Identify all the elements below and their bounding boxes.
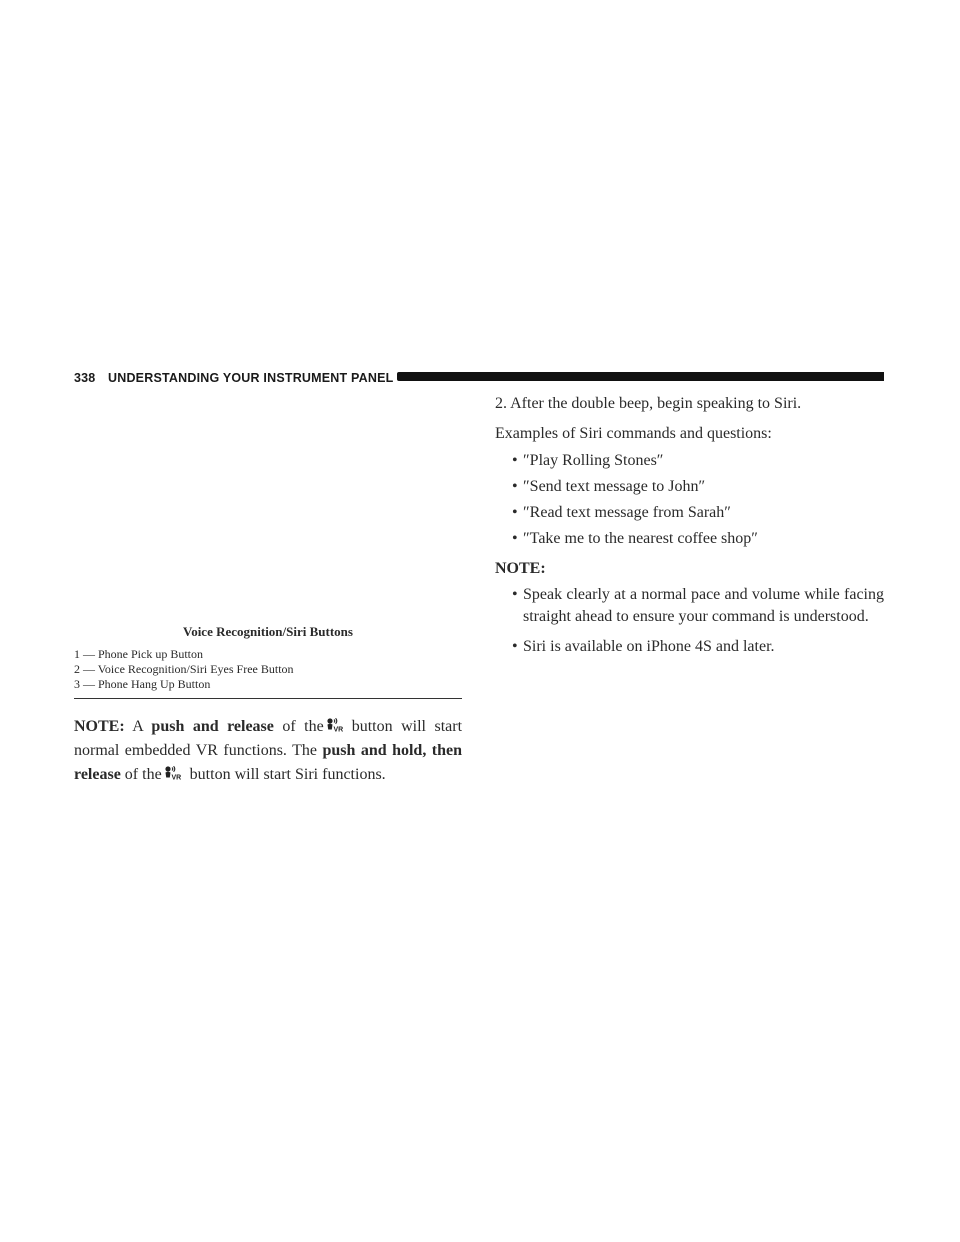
bullet-icon: • (512, 586, 518, 603)
list-item: • ″Read text message from Sarah″ (512, 501, 884, 525)
note-label: NOTE: (495, 560, 546, 577)
note-list (512, 584, 884, 658)
legend-item: 3 — Phone Hang Up Button (74, 677, 211, 691)
svg-text:VR: VR (333, 726, 343, 733)
note-text: of the (124, 766, 162, 783)
list-item: • Siri is available on iPhone 4S and later. (512, 636, 884, 658)
command-list (512, 449, 884, 551)
note-emphasis: push and hold, then release (74, 742, 463, 783)
page-header (74, 370, 884, 386)
left-column (74, 395, 462, 787)
bullet-icon: • (512, 478, 518, 495)
right-column (495, 392, 884, 666)
svg-text:VR: VR (171, 774, 181, 781)
page-number: 338 (74, 371, 96, 385)
list-item: • Speak clearly at a normal pace and volume while facing straight ahead to ensure your command is understood. (512, 586, 884, 625)
examples-intro: Examples of Siri commands and questions: (495, 425, 772, 442)
legend-item: 2 — Voice Recognition/Siri Eyes Free Button (74, 662, 294, 676)
note-text: button will start normal embedded VR functions. The (74, 718, 463, 759)
legend-item: 1 — Phone Pick up Button (74, 647, 204, 661)
figure-legend (74, 647, 462, 692)
figure-caption: Voice Recognition/Siri Buttons (183, 624, 353, 639)
bullet-icon: • (512, 530, 518, 547)
note-emphasis: push and release (151, 718, 274, 735)
step-2: 2. After the double beep, begin speaking to Siri. (495, 395, 802, 412)
note-paragraph (74, 715, 462, 787)
section-title: UNDERSTANDING YOUR INSTRUMENT PANEL (108, 371, 394, 385)
voice-recognition-icon (325, 717, 351, 733)
note-text: of the (282, 718, 324, 735)
bullet-icon: • (512, 638, 518, 655)
figure-rule (74, 698, 462, 699)
figure-image-area (74, 395, 462, 623)
note-label: NOTE: (74, 718, 125, 735)
note-text: button will start Siri functions. (189, 766, 386, 783)
list-item: • ″Send text message to John″ (512, 475, 884, 499)
list-item: • ″Take me to the nearest coffee shop″ (512, 527, 884, 551)
bullet-icon: • (512, 452, 518, 469)
header-rule-bar (397, 372, 884, 381)
bullet-icon: • (512, 504, 518, 521)
voice-recognition-icon (163, 765, 189, 781)
note-text: A (132, 718, 143, 735)
list-item: • ″Play Rolling Stones″ (512, 449, 884, 473)
